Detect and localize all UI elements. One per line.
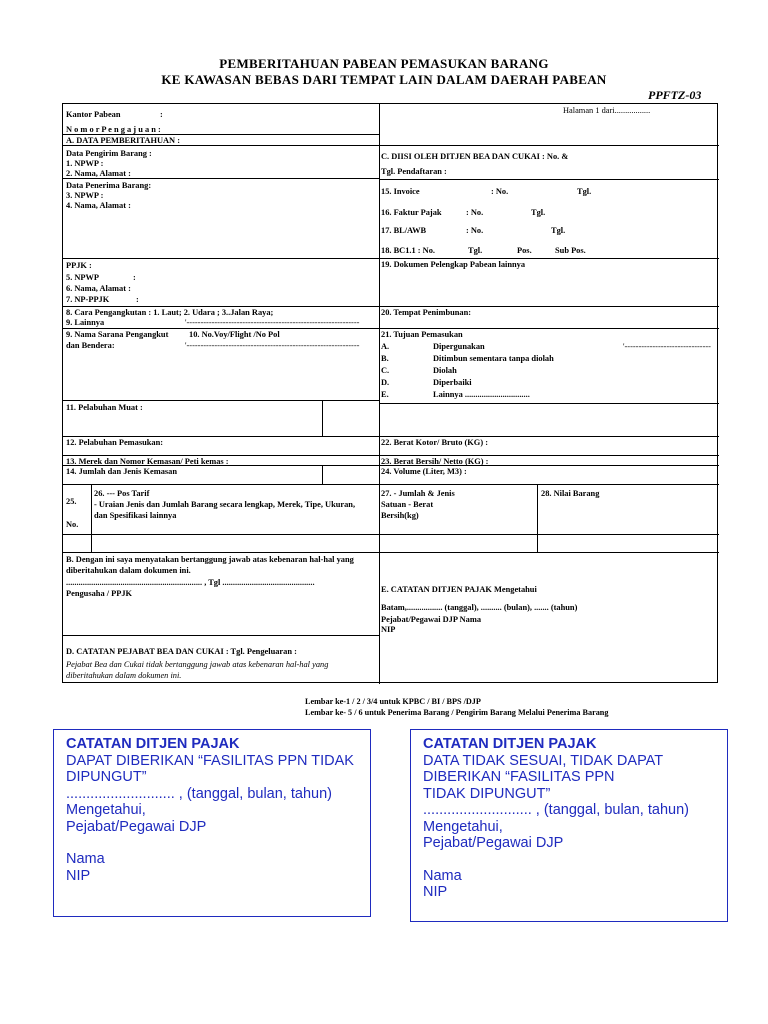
field-17-tgl: Tgl. [551, 226, 566, 235]
section-b-line2: diberitahukan dalam dokumen ini. [66, 566, 191, 575]
section-b-line1: B. Dengan ini saya menyatakan bertanggung jawab atas kebenaran hal-hal yang [66, 555, 354, 564]
stamp-right-line4: ........................... , (tanggal, bulan, tahun) [423, 802, 689, 818]
field-9-lainnya: 9. Lainnya [66, 318, 105, 327]
field-16-label: 16. Faktur Pajak [381, 208, 442, 217]
field-18-label: 18. BC1.1 : No. [381, 246, 435, 255]
field-21-title: 21. Tujuan Pemasukan [381, 330, 463, 339]
field-15-no: : No. [491, 187, 509, 196]
field-12: 12. Pelabuhan Pemasukan: [66, 438, 164, 447]
section-e-pejabat: Pejabat/Pegawai DJP Nama [381, 615, 482, 624]
field-21-a-dots: '------------------------------- [623, 342, 711, 351]
field-21-c-text: Diolah [433, 366, 457, 375]
stamp-box-left [53, 729, 371, 917]
field-15-tgl: Tgl. [577, 187, 592, 196]
stamp-right-title: CATATAN DITJEN PAJAK [423, 736, 597, 752]
stamp-left-nip: NIP [66, 867, 91, 884]
section-b-signer: Pengusaha / PPJK [66, 589, 133, 598]
stamp-right-line2: DIBERIKAN “FASILITAS PPN [423, 769, 615, 785]
field-28: 28. Nilai Barang [541, 489, 600, 498]
section-a-title: A. DATA PEMBERITAHUAN : [66, 136, 180, 145]
customs-form [62, 103, 718, 683]
field-18-subpos: Sub Pos. [555, 246, 586, 255]
stamp-right-line6: Pejabat/Pegawai DJP [423, 835, 564, 851]
field-21-e-letter: E. [381, 390, 389, 399]
field-27-bersih: Bersih(kg) [381, 511, 419, 520]
stamp-left-line2: DIPUNGUT” [66, 769, 147, 785]
stamp-left-line3: ........................... , (tanggal, bulan, tahun) [66, 785, 332, 802]
penerima-label: Data Penerima Barang: [66, 181, 152, 190]
field-18-tgl: Tgl. [468, 246, 483, 255]
field-27-jumlah: 27. - Jumlah & Jenis [381, 489, 455, 498]
field-18-pos: Pos. [517, 246, 532, 255]
stamp-right-nama: Nama [423, 867, 462, 884]
field-4: 4. Nama, Alamat : [66, 201, 131, 210]
field-16-tgl: Tgl. [531, 208, 546, 217]
field-21-d-letter: D. [381, 378, 390, 387]
section-e-nip: NIP [381, 625, 396, 634]
section-d-note1: Pejabat Bea dan Cukai tidak bertanggung jawab atas kebenaran hal-hal yang [66, 660, 329, 669]
field-9: 9. Nama Sarana Pengangkut [66, 330, 169, 339]
field-3: 3. NPWP : [66, 191, 104, 200]
stamp-right-line1: DATA TIDAK SESUAI, TIDAK DAPAT [423, 752, 664, 769]
field-16-no: : No. [466, 208, 484, 217]
field-5-colon: : [133, 273, 136, 282]
field-21-d-text: Diperbaiki [433, 378, 472, 387]
field-22: 22. Berat Kotor/ Bruto (KG) : [381, 438, 488, 447]
field-9-dots: '-------------------------------------------------------------- [185, 318, 360, 327]
field-21-b-letter: B. [381, 354, 389, 363]
kantor-pabean-colon: : [160, 110, 163, 119]
field-5: 5. NPWP [66, 273, 100, 282]
stamp-left-nama: Nama [66, 851, 105, 867]
pengirim-label: Data Pengirim Barang : [66, 149, 152, 158]
stamp-right-nip: NIP [423, 884, 448, 900]
section-c-title: C. DIISI OLEH DITJEN BEA DAN CUKAI : No. & [381, 152, 569, 161]
field-21-c-letter: C. [381, 366, 390, 375]
form-title-line1: PEMBERITAHUAN PABEAN PEMASUKAN BARANG [219, 56, 549, 71]
field-24: 24. Volume (Liter, M3) : [381, 467, 467, 476]
field-26-spesifikasi: dan Spesifikasi lainnya [94, 511, 177, 520]
field-17-label: 17. BL/AWB [381, 226, 427, 235]
field-1: 1. NPWP : [66, 159, 104, 168]
field-8: 8. Cara Pengangkutan : 1. Laut; 2. Udara ; 3..Jalan Raya; [66, 308, 274, 317]
field-25: 25. [66, 497, 77, 506]
stamp-left-title: CATATAN DITJEN PAJAK [66, 736, 240, 752]
footer-line1: Lembar ke-1 / 2 / 3/4 untuk KPBC / BI / BPS /DJP [305, 697, 481, 706]
field-21-a-letter: A. [381, 342, 390, 351]
field-15-label: 15. Invoice [381, 187, 420, 196]
stamp-left-line5: Pejabat/Pegawai DJP [66, 818, 207, 835]
field-14: 14. Jumlah dan Jenis Kemasan [66, 467, 177, 476]
nomor-pengajuan-label: N o m o r P e n g a j u a n : [66, 125, 161, 134]
field-9-bendera: dan Bendera: [66, 341, 115, 350]
field-21-a-text: Dipergunakan [433, 342, 485, 351]
field-20: 20. Tempat Penimbunan: [381, 308, 472, 317]
field-27-satuan: Satuan - Berat [381, 500, 434, 509]
field-23: 23. Berat Bersih/ Netto (KG) : [381, 457, 489, 466]
field-10: 10. No.Voy/Flight /No Pol [189, 330, 280, 339]
field-7: 7. NP-PPJK [66, 295, 110, 304]
halaman-label: Halaman 1 dari................. [563, 106, 651, 115]
section-d-note2: diberitahukan dalam dokumen ini. [66, 671, 182, 680]
field-17-no: : No. [466, 226, 484, 235]
field-21-b-text: Ditimbun sementara tanpa diolah [433, 354, 554, 363]
section-d-title: D. CATATAN PEJABAT BEA DAN CUKAI : Tgl. Pengeluaran : [66, 647, 297, 656]
field-26-pos-tarif: 26. --- Pos Tarif [94, 489, 150, 498]
section-e-date: Batam,................. (tanggal), .......... (bulan), ....... (tahun) [381, 603, 578, 612]
footer-line2: Lembar ke- 5 / 6 untuk Penerima Barang / Pengirim Barang Melalui Penerima Barang [305, 708, 609, 717]
field-13: 13. Merek dan Nomor Kemasan/ Peti kemas : [66, 457, 229, 466]
field-9-bendera-dots: '-------------------------------------------------------------- [185, 341, 360, 350]
ppjk-label: PPJK : [66, 261, 92, 270]
form-code: PPFTZ-03 [648, 88, 702, 102]
section-b-date: ................................................................. , Tgl ............................................ [66, 578, 315, 587]
section-e-title: E. CATATAN DITJEN PAJAK Mengetahui [381, 585, 537, 594]
field-25-no: No. [66, 520, 79, 529]
stamp-left-line4: Mengetahui, [66, 802, 146, 818]
field-11: 11. Pelabuhan Muat : [66, 403, 143, 412]
stamp-left-line1: DAPAT DIBERIKAN “FASILITAS PPN TIDAK [66, 752, 354, 769]
field-2: 2. Nama, Alamat : [66, 169, 131, 178]
tgl-pendaftaran: Tgl. Pendaftaran : [381, 167, 447, 176]
stamp-box-right [410, 729, 728, 922]
field-21-e-text: Lainnya ............................... [433, 390, 530, 399]
form-title-line2: KE KAWASAN BEBAS DARI TEMPAT LAIN DALAM DAERAH PABEAN [161, 72, 607, 87]
kantor-pabean-label: Kantor Pabean [66, 110, 121, 119]
field-6: 6. Nama, Alamat : [66, 284, 131, 293]
field-7-colon: : [136, 295, 139, 304]
field-26-uraian: - Uraian Jenis dan Jumlah Barang secara lengkap, Merek, Tipe, Ukuran, [94, 500, 356, 509]
stamp-right-line5: Mengetahui, [423, 818, 503, 835]
field-19: 19. Dokumen Pelengkap Pabean lainnya [381, 260, 526, 269]
stamp-right-line3: TIDAK DIPUNGUT” [423, 785, 551, 802]
